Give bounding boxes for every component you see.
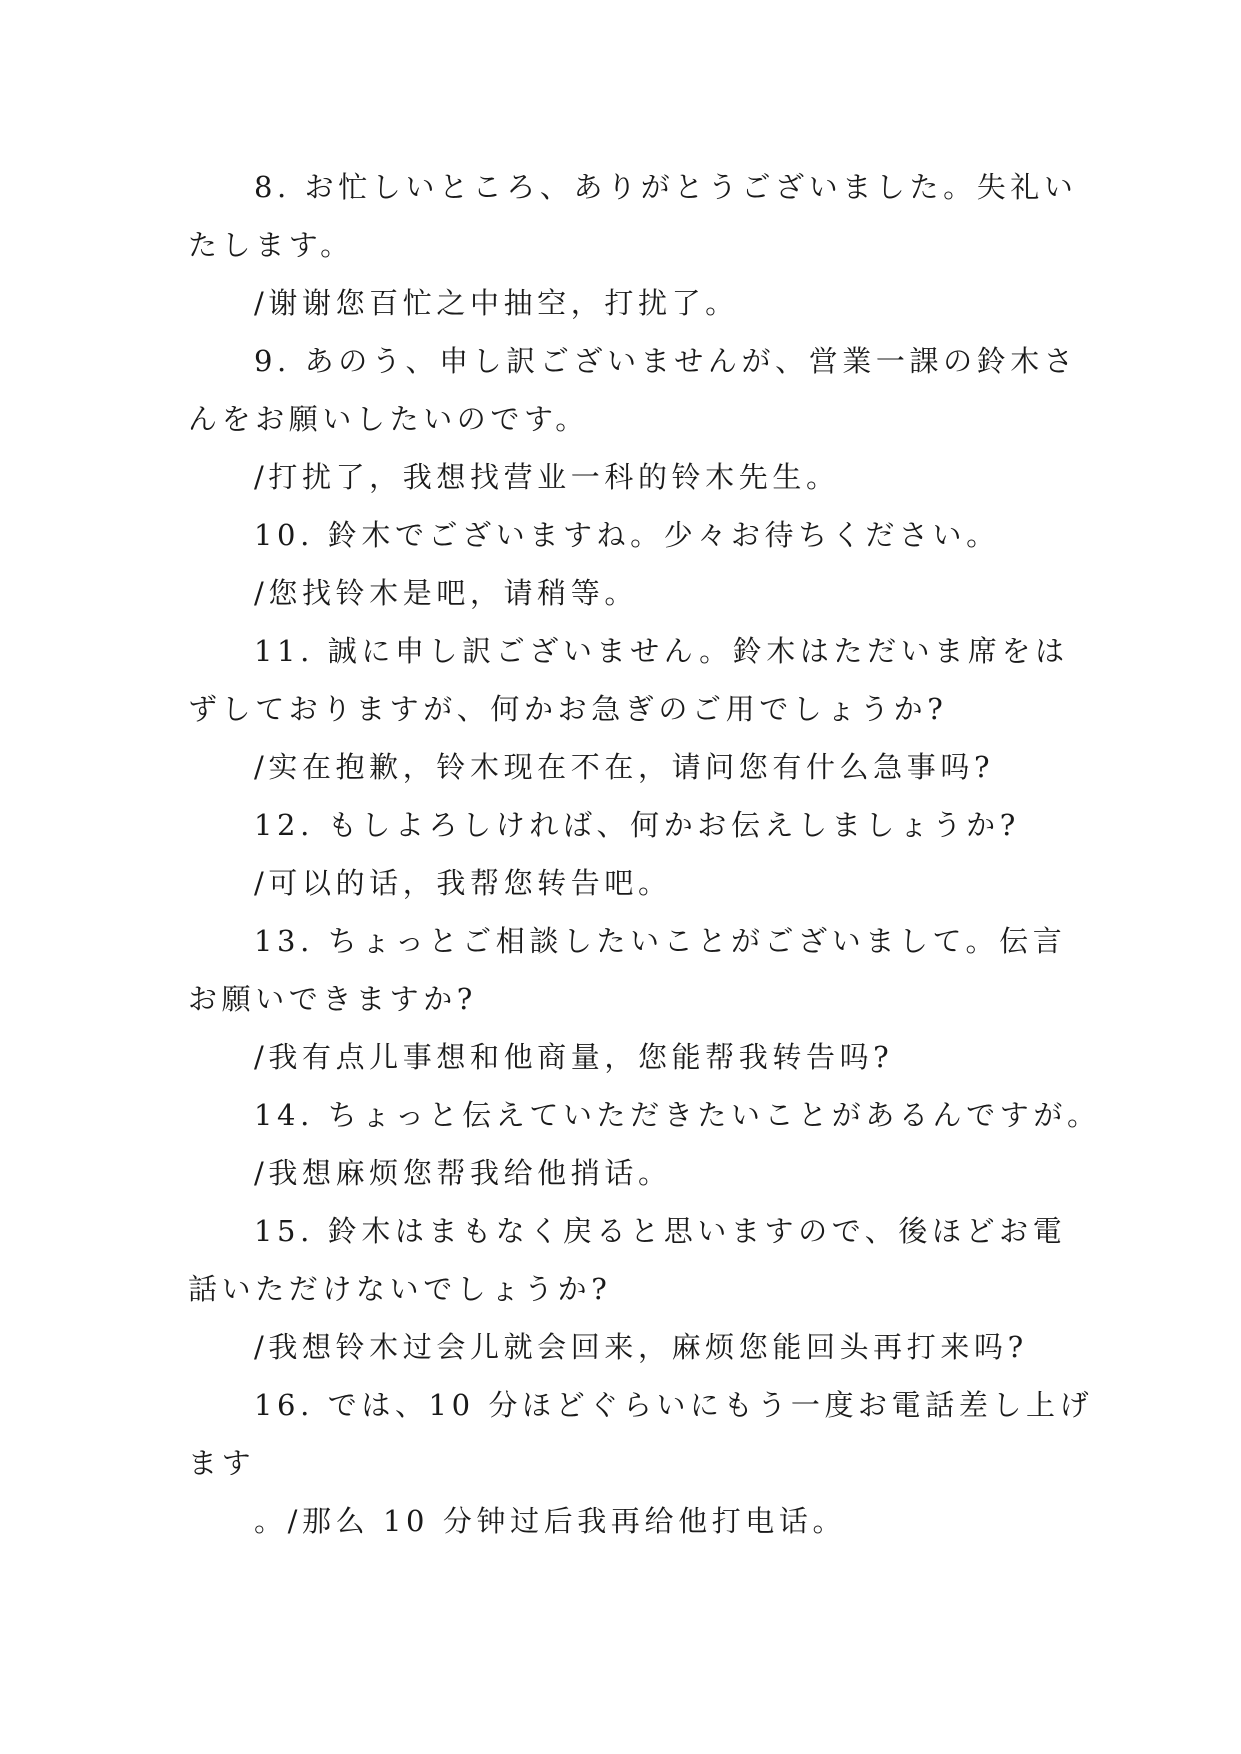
text-line: んをお願いしたいのです。 [188,402,589,436]
text-line: /谢谢您百忙之中抽空，打扰了。 [254,286,739,320]
text-line: /我想铃木过会儿就会回来，麻烦您能回头再打来吗? [254,1330,1028,1364]
text-line: /实在抱歉，铃木现在不在，请问您有什么急事吗? [254,750,995,784]
text-line: 13. ちょっとご相談したいことがございまして。伝言 [254,924,1067,958]
text-line: /可以的话，我帮您转告吧。 [254,866,672,900]
text-line: ます [188,1446,256,1480]
text-line: ずしておりますが、何かお急ぎのご用でしょうか? [188,692,948,726]
text-line: /我想麻烦您帮我给他捎话。 [254,1156,672,1190]
text-line: /我有点儿事想和他商量，您能帮我转告吗? [254,1040,894,1074]
text-line: 16. では、10 分ほどぐらいにもう一度お電話差し上げ [254,1388,1094,1422]
text-line: 14. ちょっと伝えていただきたいことがあるんですが。 [254,1098,1101,1132]
text-line: /您找铃木是吧，请稍等。 [254,576,638,610]
text-line: /打扰了，我想找营业一科的铃木先生。 [254,460,840,494]
text-line: 10. 鈴木でございますね。少々お待ちください。 [254,518,1000,552]
text-line: 15. 鈴木はまもなく戻ると思いますので、後ほどお電 [254,1214,1067,1248]
text-line: 8. お忙しいところ、ありがとうございました。失礼い [254,170,1078,204]
text-line: 。/那么 10 分钟过后我再给他打电话。 [254,1504,847,1538]
text-line: 9. あのう、申し訳ございませんが、営業一課の鈴木さ [254,344,1078,378]
text-line: 11. 誠に申し訳ございません。鈴木はただいま席をは [254,634,1069,668]
text-line: 12. もしよろしければ、何かお伝えしましょうか? [254,808,1020,842]
text-line: 話いただけないでしょうか? [188,1272,612,1306]
text-line: たします。 [188,228,354,262]
text-line: お願いできますか? [188,982,477,1016]
